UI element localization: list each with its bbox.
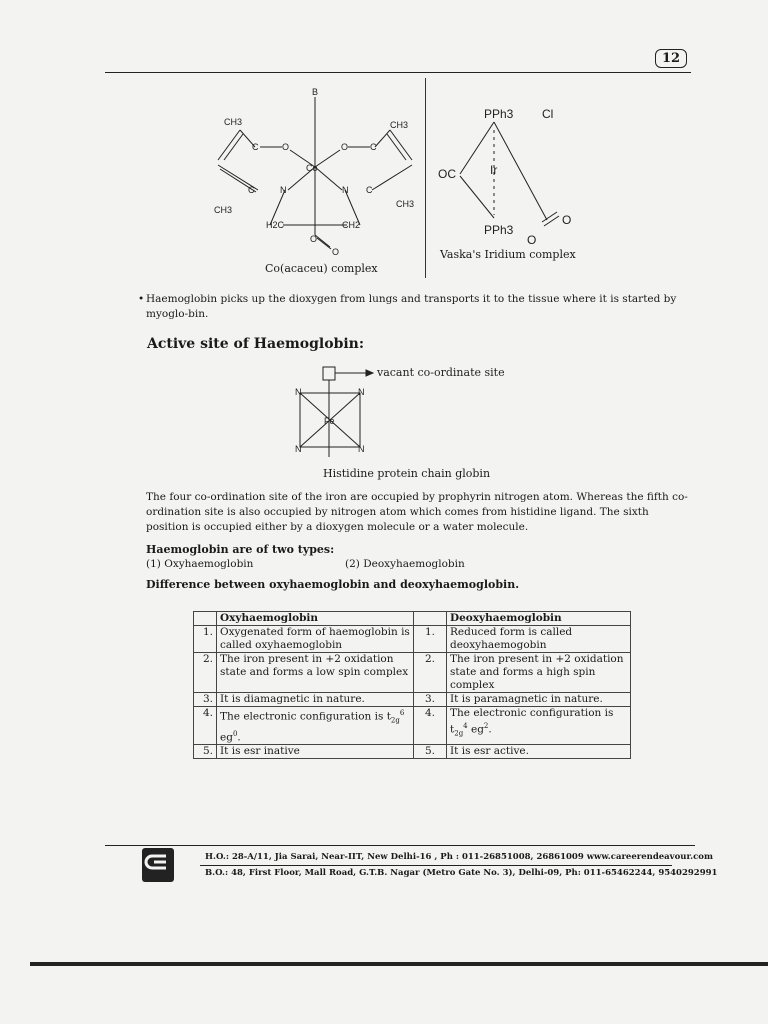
o-label-vaska-1: O [527, 233, 537, 247]
oxy-cell [217, 707, 414, 745]
page-number: 12 [655, 49, 687, 68]
oxy-cell: The iron present in +2 oxidation state and forms a low spin complex [217, 653, 414, 693]
oxy-cell: Oxygenated form of haemoglobin is called oxyhaemoglobin [217, 626, 414, 653]
o-label-vaska-2: O [562, 213, 572, 227]
pph3-top: PPh3 [484, 107, 514, 121]
oxy-config-text: The electronic configuration is t [220, 710, 391, 723]
section-heading: Active site of Haemoglobin: [147, 336, 365, 352]
deoxy-config-end: . [488, 723, 492, 736]
co-complex-structure [200, 85, 430, 270]
deoxy-cell: It is esr active. [447, 745, 631, 759]
b-label: B [312, 87, 319, 97]
comparison-table [193, 611, 631, 759]
difference-heading: Difference between oxyhaemoglobin and deoxyhaemoglobin. [146, 578, 520, 591]
oxy-config-sup: 6 [399, 709, 405, 717]
deoxy-config-sup-2: 2 [483, 722, 489, 730]
row-number: 1. [414, 626, 447, 653]
oxy-cell: It is esr inative [217, 745, 414, 759]
co-label: Co [306, 163, 318, 173]
row-number: 4. [194, 707, 217, 745]
table-row [194, 653, 631, 693]
row-number: 4. [414, 707, 447, 745]
oxy-config-eg: eg [220, 731, 233, 744]
header-spacer [194, 612, 217, 626]
career-endeavour-logo [142, 848, 174, 882]
haemoglobin-active-site [290, 362, 510, 462]
row-number: 2. [414, 653, 447, 693]
oxy-cell: It is diamagnetic in nature. [217, 693, 414, 707]
header-spacer-2 [414, 612, 447, 626]
o-label-bottom-2: O [332, 247, 340, 257]
n-top-left: N [295, 387, 302, 397]
pph3-bottom: PPh3 [484, 223, 514, 237]
bullet-dot: • [138, 293, 145, 305]
footer-divider [200, 865, 672, 866]
table-row [194, 693, 631, 707]
vacant-site-label: vacant co-ordinate site [377, 366, 505, 379]
bullet-text: Haemoglobin picks up the dioxygen from lungs and transports it to the tissue where it is started by myoglo-bin. [146, 293, 677, 320]
figure-divider [425, 78, 426, 278]
row-number: 5. [194, 745, 217, 759]
n-label-left: N [280, 185, 287, 195]
c-label-lower-left: C [248, 185, 255, 195]
oxy-config-sup-2: 0 [232, 729, 238, 738]
oc-label: OC [438, 167, 456, 181]
n-bottom-right: N [358, 444, 365, 454]
header-rule [105, 72, 691, 73]
deoxy-cell: It is paramagnetic in nature. [447, 693, 631, 707]
footer-rule [105, 845, 695, 846]
deoxy-cell: The iron present in +2 oxidation state and forms a high spin complex [447, 653, 631, 693]
o-label-right: O [341, 142, 349, 152]
oxy-config-end: . [237, 731, 241, 744]
table-row [194, 707, 631, 745]
page-edge-shadow [30, 962, 768, 966]
c-label-lower-right: C [366, 185, 373, 195]
type-1: (1) Oxyhaemoglobin [146, 558, 254, 570]
co-complex-caption: Co(acaceu) complex [265, 262, 378, 275]
row-number: 2. [194, 653, 217, 693]
row-number: 3. [194, 693, 217, 707]
h2c-label: H2C [266, 220, 285, 230]
type-2: (2) Deoxyhaemoglobin [345, 558, 465, 570]
table-header-row [194, 612, 631, 626]
vaska-complex-structure [432, 100, 582, 250]
footer-bo: B.O.: 48, First Floor, Mall Road, G.T.B. Nagar (Metro Gate No. 3), Delhi-09, Ph: 011-65462244, 9540292991 [205, 868, 718, 878]
c-label-left: C [252, 142, 259, 152]
ch3-top-left: CH3 [224, 117, 243, 127]
histidine-caption: Histidine protein chain globin [323, 467, 491, 480]
deoxy-config-sub: 2g [454, 729, 464, 738]
cl-label: Cl [542, 107, 554, 121]
body-paragraph: The four co-ordination site of the iron are occupied by prophyrin nitrogen atom. Whereas the fifth co-ordination site is also occupied by nitrogen atom which comes from histidine ligand. The sixth position is occupied either by a dioxygen molecule or a water molecule. [146, 491, 688, 533]
header-oxy: Oxyhaemoglobin [217, 612, 414, 626]
table-row [194, 626, 631, 653]
footer-ho: H.O.: 28-A/11, Jia Sarai, Near-IIT, New Delhi-16 , Ph : 011-26851008, 26861009 www.careerendeavour.com [205, 852, 713, 862]
ch3-bottom-left: CH3 [214, 205, 233, 215]
bullet-paragraph [138, 292, 694, 322]
deoxy-cell [447, 707, 631, 745]
vaska-caption: Vaska's Iridium complex [440, 248, 576, 261]
oxy-config-sub: 2g [390, 716, 400, 725]
o-label-left: O [282, 142, 290, 152]
c-label-right: C [370, 142, 377, 152]
n-label-right: N [342, 185, 349, 195]
types-heading: Haemoglobin are of two types: [146, 543, 335, 556]
deoxy-config-sup: 4 [463, 722, 468, 730]
header-deoxy: Deoxyhaemoglobin [447, 612, 631, 626]
row-number: 3. [414, 693, 447, 707]
o-label-bottom: O [310, 234, 318, 244]
deoxy-config-text: The electronic configuration is t [450, 707, 614, 736]
row-number: 1. [194, 626, 217, 653]
ch3-bottom-right: CH3 [396, 199, 415, 209]
ch3-top-right: CH3 [390, 120, 409, 130]
table-row [194, 745, 631, 759]
n-bottom-left: N [295, 444, 302, 454]
row-number: 5. [414, 745, 447, 759]
deoxy-cell: Reduced form is called deoxyhaemogobin [447, 626, 631, 653]
fe-label: Fe [324, 416, 335, 426]
ch2-label: CH2 [342, 220, 361, 230]
ir-label: Ir [490, 163, 498, 177]
n-top-right: N [358, 387, 365, 397]
deoxy-config-eg: eg [467, 723, 484, 736]
